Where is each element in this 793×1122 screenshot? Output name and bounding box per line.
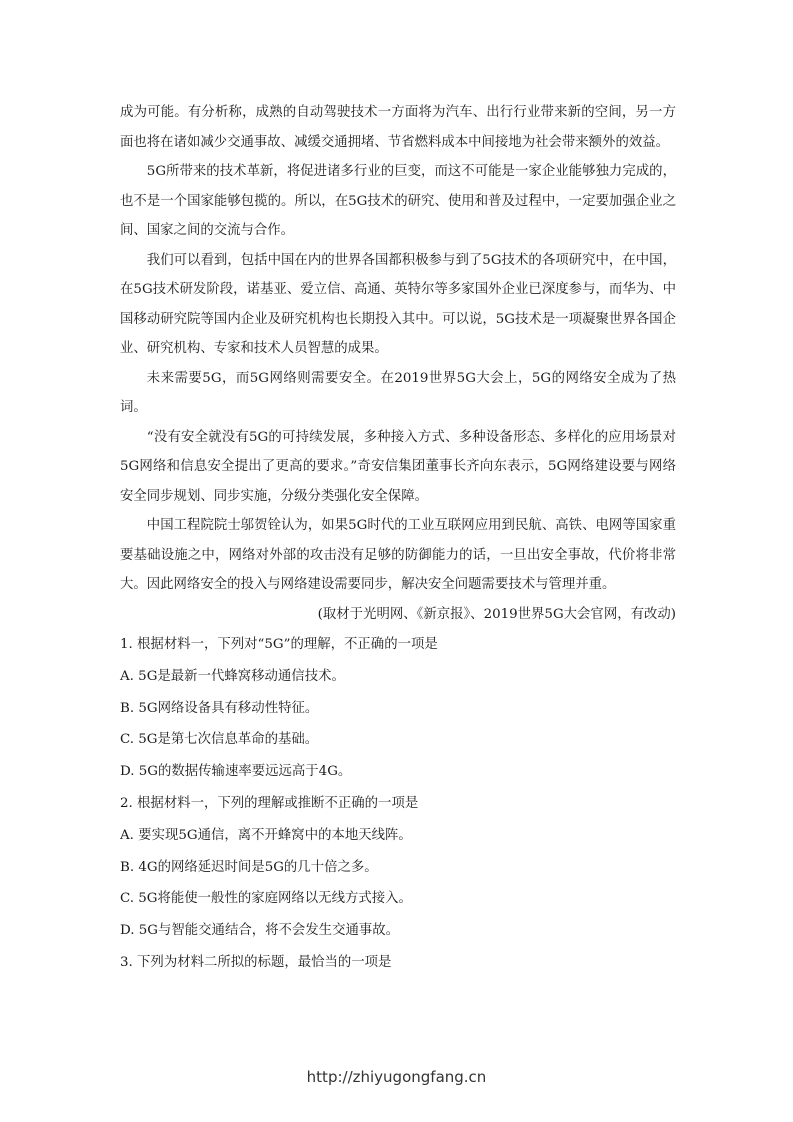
question-stem: 3. 下列为材料二所拟的标题，最恰当的一项是 [120, 954, 392, 970]
paragraph-quote: “没有安全就没有5G的可持续发展，多种接入方式、多种设备形态、多样化的应用场景对5G网络和信息安全提出了更高的要求。”奇安信集团董事长齐向东表示，5G网络建设要与网络安全同步规划、同步实施，分级分类强化安全保障。 [120, 429, 676, 504]
paragraph-network-security: 未来需要5G，而5G网络则需要安全。在2019世界5G大会上，5G的网络安全成为了热词。 [120, 370, 676, 415]
paragraph-5g-innovation: 5G所带来的技术革新，将促进诸多行业的巨变，而这不可能是一家企业能够独力完成的，也不是一个国家能够包揽的。所以，在5G技术的研究、使用和普及过程中，一定要加强企业之间、国家之间的交流与合作。 [120, 164, 676, 238]
option-d: D. 5G与智能交通结合，将不会发生交通事故。 [120, 923, 400, 939]
footer-url[interactable]: http://zhiyugongfang.cn [306, 1068, 487, 1086]
option-a: A. 5G是最新一代蜂窝移动通信技术。 [120, 668, 345, 684]
paragraph-global-research: 我们可以看到，包括中国在内的世界各国都积极参与到了5G技术的各项研究中，在中国，在5G技术研发阶段，诺基亚、爱立信、高通、英特尔等多家国外企业已深度参与，而华为、中国移动研究院等国内企业及研究机构也长期投入其中。可以说，5G技术是一项凝聚世界各国企业、研究机构、专家和技术人员智慧的成果。 [120, 252, 676, 356]
option-d: D. 5G的数据传输速率要远远高于4G。 [120, 764, 352, 780]
option-b: B. 5G网络设备具有移动性特征。 [120, 700, 319, 716]
option-c: C. 5G将能使一般性的家庭网络以无线方式接入。 [120, 891, 412, 907]
source-citation: (取材于光明网、《新京报》、2019世界5G大会官网，有改动) [317, 606, 676, 622]
question-stem: 1. 根据材料一，下列对“5G”的理解，不正确的一项是 [120, 637, 438, 652]
paragraph-continuation: 成为可能。有分析称，成熟的自动驾驶技术一方面将为汽车、出行行业带来新的空间，另一方面也将在诸如减少交通事故、减缓交通拥堵、节省燃料成本中间接地为社会带来额外的效益。 [120, 105, 676, 150]
paragraph-academician: 中国工程院院士邬贺铨认为，如果5G时代的工业互联网应用到民航、高铁、电网等国家重要基础设施之中，网络对外部的攻击没有足够的防御能力的话，一旦出安全事故，代价将非常大。因此网络安全的投入与网络建设需要同步，解决安全问题需要技术与管理并重。 [120, 518, 676, 592]
document-body [120, 98, 676, 979]
option-b: B. 4G的网络延迟时间是5G的几十倍之多。 [120, 859, 378, 875]
question-stem: 2. 根据材料一，下列的理解或推断不正确的一项是 [120, 795, 419, 811]
option-a: A. 要实现5G通信，离不开蜂窝中的本地天线阵。 [120, 827, 412, 843]
question-3 [120, 947, 676, 979]
question-1 [120, 629, 676, 788]
question-2 [120, 788, 676, 947]
option-c: C. 5G是第七次信息革命的基础。 [120, 732, 319, 748]
